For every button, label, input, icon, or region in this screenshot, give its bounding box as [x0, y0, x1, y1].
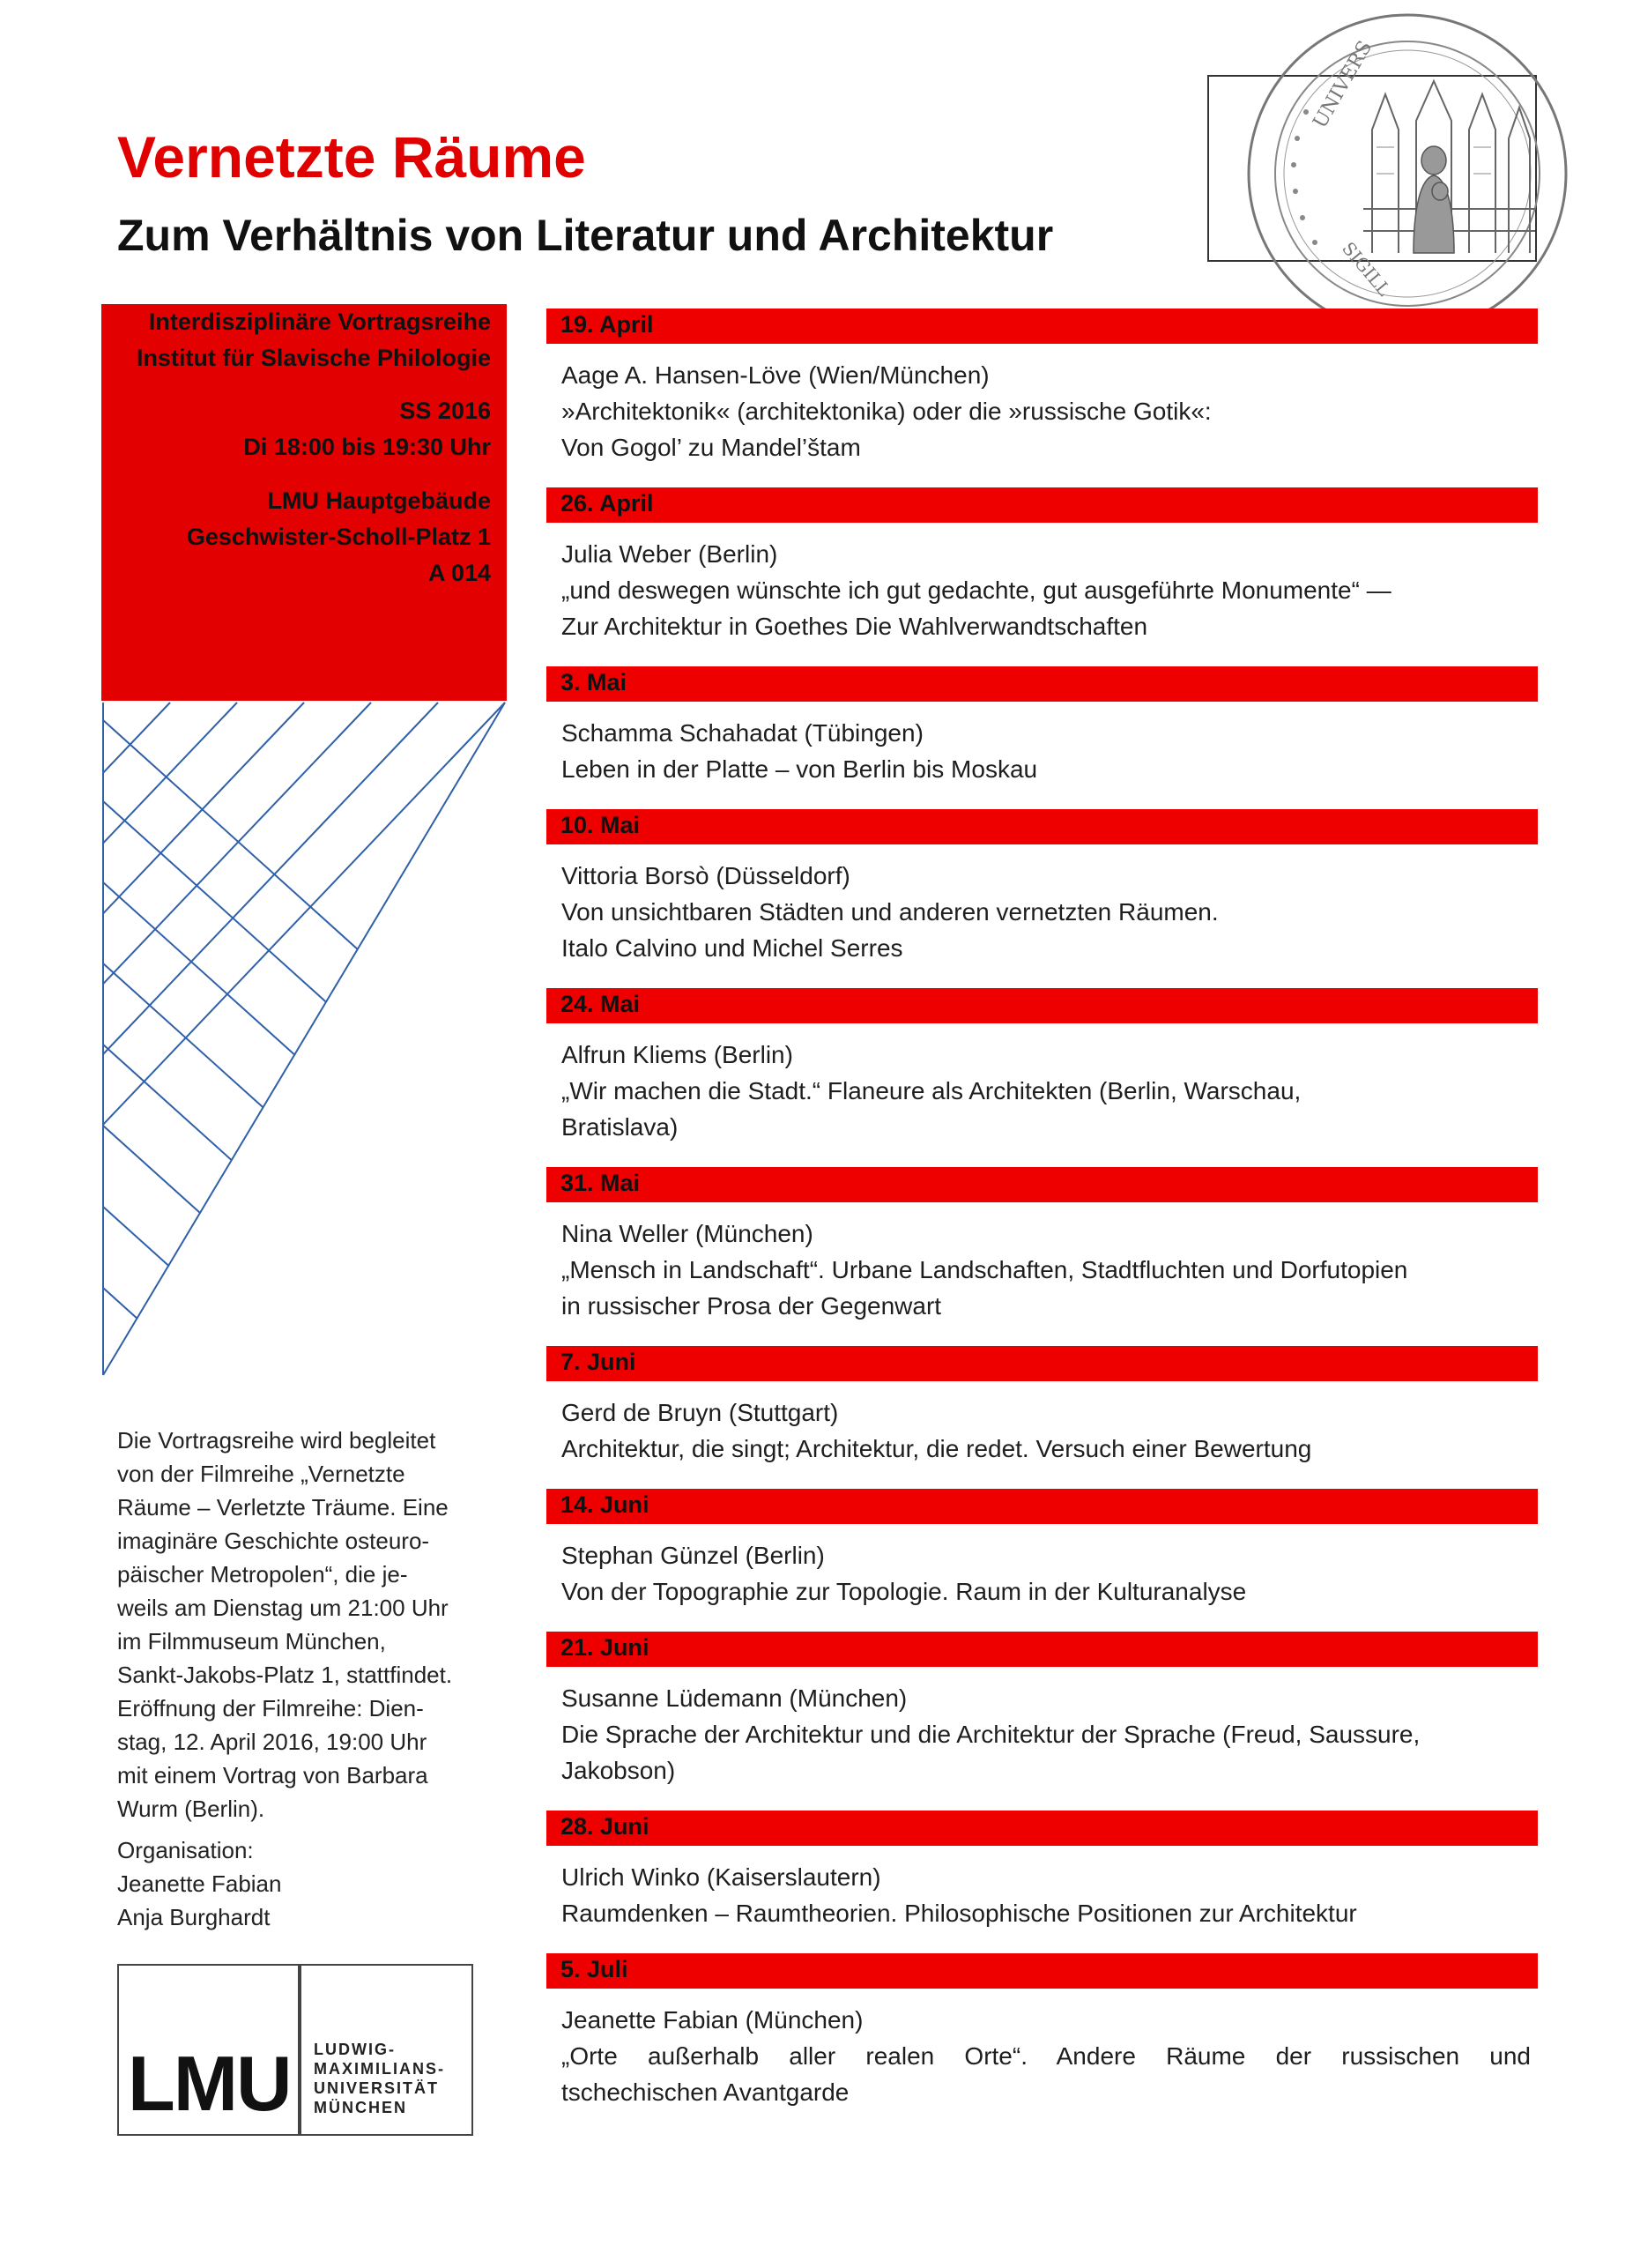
- film-note-line: Die Vortragsreihe wird begleitet: [117, 1427, 436, 1454]
- grid-line: [103, 801, 326, 1002]
- grid-line: [103, 703, 505, 1375]
- event-title-line: in russischer Prosa der Gegenwart: [561, 1292, 942, 1320]
- logo-line: MÜNCHEN: [314, 2099, 407, 2116]
- grid-line: [103, 703, 438, 1054]
- event-speaker: Nina Weller (München): [561, 1220, 813, 1247]
- film-note-line: im Filmmuseum München,: [117, 1628, 386, 1655]
- event-speaker: Gerd de Bruyn (Stuttgart): [561, 1399, 839, 1426]
- logo-line: MAXIMILIANS-: [314, 2060, 445, 2078]
- event-entry: [561, 1859, 1531, 1931]
- event-title-line: Bratislava): [561, 1113, 679, 1141]
- event-speaker: Aage A. Hansen-Löve (Wien/München): [561, 361, 990, 389]
- event-speaker: Schamma Schahadat (Tübingen): [561, 719, 924, 747]
- event-title-line: Von Gogol’ zu Mandel’štam: [561, 434, 861, 461]
- event-speaker: Jeanette Fabian (München): [561, 2006, 864, 2034]
- organisation-block: [117, 1833, 492, 1934]
- event-title-line: Zur Architektur in Goethes Die Wahlverwandtschaften: [561, 613, 1148, 640]
- grid-line: [103, 1126, 200, 1213]
- date-bar: [546, 809, 1538, 844]
- grid-line: [103, 703, 505, 1125]
- grid-line: [103, 703, 371, 984]
- event-entry: [561, 715, 1531, 787]
- event-title-line: Von unsichtbaren Städten und anderen vernetzten Räumen.: [561, 898, 1219, 926]
- event-date: 26. April: [560, 490, 654, 517]
- event-title-line: „und deswegen wünschte ich gut gedachte, gut ausgeführte Monumente“ —: [561, 576, 1391, 604]
- event-entry: [561, 1680, 1531, 1788]
- film-note-line: Räume – Verletzte Träume. Eine: [117, 1494, 449, 1521]
- organisation-label: Organisation:: [117, 1837, 254, 1863]
- film-note-line: stag, 12. April 2016, 19:00 Uhr: [117, 1729, 427, 1755]
- event-date: 10. Mai: [560, 812, 641, 838]
- event-title-line: tschechischen Avantgarde: [561, 2078, 850, 2106]
- event-entry: [561, 357, 1531, 465]
- film-note-line: imaginäre Geschichte osteuro-: [117, 1528, 430, 1554]
- event-speaker: Ulrich Winko (Kaiserslautern): [561, 1863, 881, 1891]
- lmu-logo: [117, 1964, 471, 2134]
- date-bar: [546, 1346, 1538, 1381]
- date-bar: [546, 1953, 1538, 1989]
- room-label: A 014: [427, 560, 491, 586]
- event-entry: [561, 1537, 1531, 1610]
- building-label: LMU Hauptgebäude: [267, 487, 491, 514]
- lmu-wordmark: LMU: [128, 2040, 291, 2127]
- event-entry: [561, 536, 1531, 644]
- organizer-name: Anja Burghardt: [117, 1904, 271, 1930]
- grid-line: [103, 703, 304, 913]
- grid-line: [103, 703, 170, 773]
- event-entry: [561, 1037, 1531, 1145]
- date-bar: [546, 487, 1538, 523]
- grid-line: [103, 963, 263, 1108]
- film-note-line: Eröffnung der Filmreihe: Dien-: [117, 1695, 424, 1721]
- time-label: Di 18:00 bis 19:30 Uhr: [243, 434, 491, 460]
- lmu-wordmark-box: [117, 1964, 300, 2136]
- page-subtitle: Zum Verhältnis von Literatur und Architektur: [117, 211, 1054, 260]
- svg-text:SIGILL: SIGILL: [1338, 237, 1395, 301]
- event-speaker: Vittoria Borsò (Düsseldorf): [561, 862, 850, 889]
- event-date: 24. Mai: [560, 991, 641, 1017]
- grid-line: [103, 1207, 169, 1267]
- film-note-line: Sankt-Jakobs-Platz 1, stattfindet.: [117, 1662, 453, 1688]
- event-speaker: Susanne Lüdemann (München): [561, 1684, 908, 1712]
- organizer-name: Jeanette Fabian: [117, 1870, 282, 1897]
- institute-label: Institut für Slavische Philologie: [136, 345, 491, 371]
- event-title-line: Jakobson): [561, 1757, 676, 1784]
- event-date: 31. Mai: [560, 1170, 641, 1196]
- event-title-line: »Architektonik« (architektonika) oder die »russische Gotik«:: [561, 398, 1212, 425]
- event-title-line: „Mensch in Landschaft“. Urbane Landschaften, Stadtfluchten und Dorfutopien: [561, 1256, 1408, 1283]
- event-date: 28. Juni: [560, 1813, 649, 1840]
- logo-line: UNIVERSITÄT: [314, 2079, 440, 2097]
- event-speaker: Alfrun Kliems (Berlin): [561, 1041, 793, 1068]
- event-entry: [561, 1394, 1531, 1467]
- series-label: Interdisziplinäre Vortragsreihe: [148, 309, 491, 335]
- event-date: 3. Mai: [560, 669, 627, 695]
- event-title-line: Leben in der Platte – von Berlin bis Moskau: [561, 755, 1038, 783]
- date-bar: [546, 1811, 1538, 1846]
- semester-label: SS 2016: [399, 398, 491, 424]
- event-title-line: Raumdenken – Raumtheorien. Philosophische Positionen zur Architektur: [561, 1900, 1357, 1927]
- film-note-line: päischer Metropolen“, die je-: [117, 1561, 408, 1588]
- film-note-line: Wurm (Berlin).: [117, 1796, 265, 1822]
- event-date: 14. Juni: [560, 1491, 649, 1518]
- logo-line: LUDWIG-: [314, 2041, 396, 2058]
- grid-line: [103, 882, 295, 1055]
- event-entry: [561, 1216, 1531, 1324]
- event-title-line: Italo Calvino und Michel Serres: [561, 934, 903, 962]
- decorative-grid: [0, 0, 546, 1410]
- event-date: 19. April: [560, 311, 654, 338]
- date-bar: [546, 1167, 1538, 1202]
- event-speaker: Stephan Günzel (Berlin): [561, 1542, 825, 1569]
- event-title-line: „Wir machen die Stadt.“ Flaneure als Architekten (Berlin, Warschau,: [561, 1077, 1302, 1104]
- event-date: 7. Juni: [560, 1349, 636, 1375]
- date-bar: [546, 666, 1538, 702]
- date-bar: [546, 1489, 1538, 1524]
- event-title-line: Architektur, die singt; Architektur, die redet. Versuch einer Bewertung: [561, 1435, 1312, 1462]
- grid-line: [103, 1288, 137, 1319]
- event-title-line: Die Sprache der Architektur und die Architektur der Sprache (Freud, Saussure,: [561, 1721, 1421, 1748]
- svg-text:UNIVERS: UNIVERS: [1309, 37, 1377, 132]
- event-entry: [561, 858, 1531, 966]
- film-note-line: mit einem Vortrag von Barbara: [117, 1762, 428, 1788]
- event-date: 21. Juni: [560, 1634, 649, 1661]
- event-title-line: „Orte außerhalb aller realen Orte“. Andere Räume der russischen und: [561, 2042, 1531, 2070]
- event-speaker: Julia Weber (Berlin): [561, 540, 778, 568]
- film-note-line: weils am Dienstag um 21:00 Uhr: [117, 1595, 449, 1621]
- page-title: Vernetzte Räume: [117, 124, 586, 190]
- lmu-name-box: [300, 1964, 473, 2136]
- event-date: 5. Juli: [560, 1956, 628, 1982]
- film-series-note: [117, 1424, 492, 1826]
- date-bar: [546, 988, 1538, 1023]
- date-bar: [546, 309, 1538, 344]
- event-entry: [561, 2002, 1531, 2110]
- university-seal-icon: [1207, 37, 1537, 301]
- date-bar: [546, 1632, 1538, 1667]
- street-label: Geschwister-Scholl-Platz 1: [186, 524, 491, 550]
- event-title-line: Von der Topographie zur Topologie. Raum in der Kulturanalyse: [561, 1578, 1247, 1605]
- film-note-line: von der Filmreihe „Vernetzte: [117, 1461, 405, 1487]
